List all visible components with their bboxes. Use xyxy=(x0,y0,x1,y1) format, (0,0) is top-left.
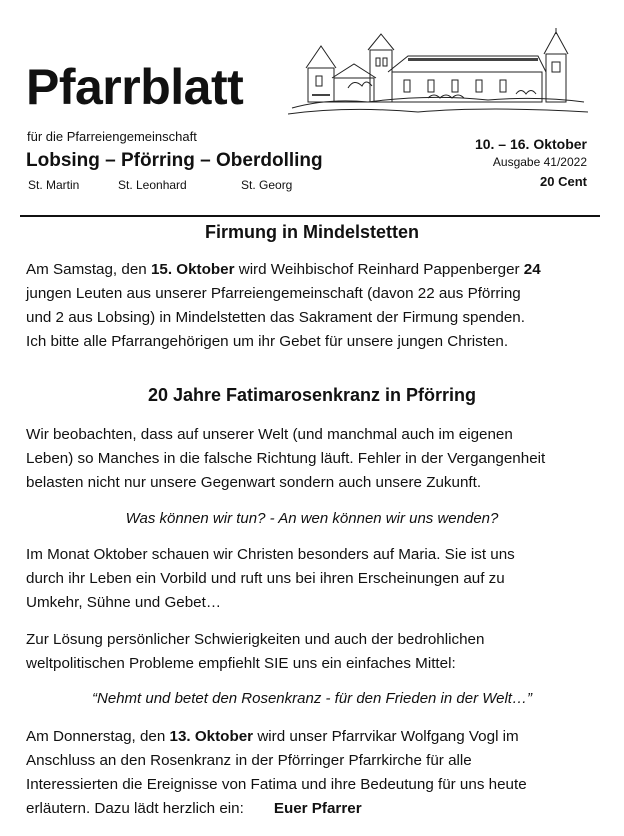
paragraph-invitation xyxy=(26,725,606,821)
text-line: Im Monat Oktober schauen wir Christen besonders auf Maria. Sie ist uns xyxy=(26,546,515,563)
text-line: Umkehr, Sühne und Gebet… xyxy=(26,594,222,611)
section-heading-firmung: Firmung in Mindelstetten xyxy=(205,222,419,242)
section-heading-fatima: 20 Jahre Fatimarosenkranz in Pförring xyxy=(147,385,477,405)
paragraph-maria xyxy=(26,543,606,615)
text-line: Am Donnerstag, den 13. Oktober wird unser Pfarrvikar Wolfgang Vogl im xyxy=(26,728,519,745)
text-line: Zur Lösung persönlicher Schwierigkeiten und auch der bedrohlichen xyxy=(26,631,485,648)
saint-leonhard: St. Leonhard xyxy=(118,178,187,192)
quote-question: Was können wir tun? - An wen können wir uns wenden? xyxy=(125,510,499,527)
paragraph-solution xyxy=(26,628,606,676)
subtitle: für die Pfarreiengemeinschaft xyxy=(27,129,197,144)
saint-georg: St. Georg xyxy=(241,178,293,192)
text-line: und 2 aus Lobsing) in Mindelstetten das Sakrament der Firmung spenden. xyxy=(26,309,525,326)
date-range: 10. – 16. Oktober xyxy=(474,136,587,152)
signature: Euer Pfarrer xyxy=(273,800,362,817)
issue-number: Ausgabe 41/2022 xyxy=(492,155,587,169)
header-divider xyxy=(20,215,600,217)
text-line: Ich bitte alle Pfarrangehörigen um ihr Gebet für unsere jungen Christen. xyxy=(26,333,509,350)
text-line: Anschluss an den Rosenkranz in der Pförringer Pfarrkirche für alle xyxy=(26,752,472,769)
saint-martin: St. Martin xyxy=(28,178,80,192)
quote-rosary: “Nehmt und betet den Rosenkranz - für den Frieden in der Welt…” xyxy=(92,690,532,707)
text-line: Wir beobachten, dass auf unserer Welt (und manchmal auch im eigenen xyxy=(26,426,513,443)
church-illustration xyxy=(288,28,588,120)
newsletter-title: Pfarrblatt xyxy=(26,59,244,115)
paragraph-world xyxy=(26,423,606,495)
text-line: durch ihr Leben ein Vorbild und ruft uns bei ihren Erscheinungen auf zu xyxy=(26,570,505,587)
text-line: weltpolitischen Probleme empfiehlt SIE uns ein einfaches Mittel: xyxy=(26,655,456,672)
parish-names: Lobsing – Pförring – Oberdolling xyxy=(26,150,323,171)
text-line: jungen Leuten aus unserer Pfarreiengemeinschaft (davon 22 aus Pförring xyxy=(26,285,521,302)
text-line: Leben) so Manches in die falsche Richtung läuft. Fehler in der Vergangenheit xyxy=(26,450,546,467)
text-line: Interessierten die Ereignisse von Fatima und ihre Bedeutung für uns heute xyxy=(26,776,527,793)
paragraph-firmung xyxy=(26,258,606,354)
text-line: belasten nicht nur unsere Gegenwart sondern auch unsere Zukunft. xyxy=(26,474,482,491)
text-line: erläutern. Dazu lädt herzlich ein: Euer Pfarrer xyxy=(26,800,362,817)
text-line: Am Samstag, den 15. Oktober wird Weihbischof Reinhard Pappenberger 24 xyxy=(26,261,541,278)
price: 20 Cent xyxy=(540,174,587,189)
